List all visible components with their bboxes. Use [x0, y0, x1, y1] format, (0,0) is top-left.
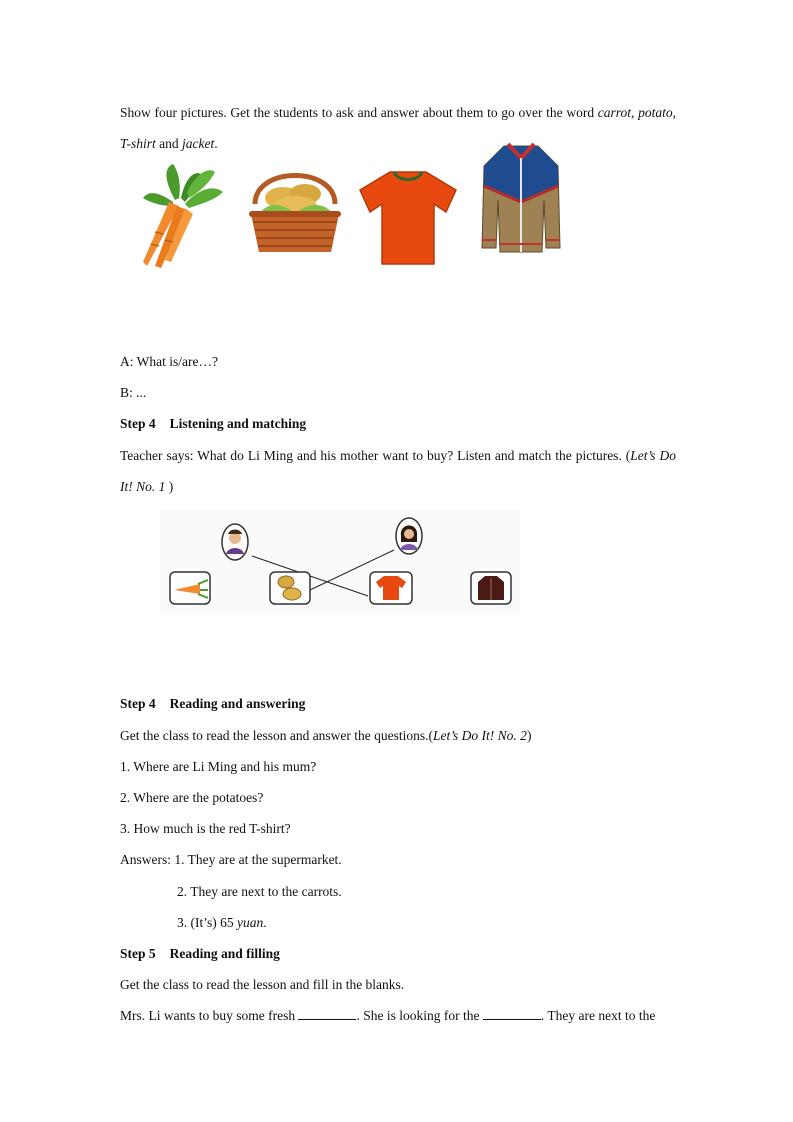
instruction-text: Get the class to read the lesson and answer the questions.(: [120, 728, 434, 743]
word-tshirt: T-shirt: [120, 136, 156, 151]
blank-1[interactable]: [298, 1007, 356, 1020]
potato-basket-picture: [245, 164, 345, 256]
figure-background: [160, 510, 520, 615]
dialogue-a: A: What is/are…?: [120, 354, 218, 369]
answers-label: Answers:: [120, 852, 175, 867]
step5-heading: [120, 944, 280, 964]
carrot-leaves: [143, 164, 223, 208]
blank-2[interactable]: [483, 1007, 541, 1020]
word-jacket: jacket: [182, 136, 215, 151]
potato-item: [270, 572, 310, 604]
question-1: 1. Where are Li Ming and his mum?: [120, 759, 317, 774]
tshirt-item: [370, 572, 412, 604]
step-label: Step 4: [120, 416, 156, 431]
step4-reading-text: [120, 726, 531, 746]
period: .: [214, 136, 218, 151]
boy-avatar: [222, 524, 248, 560]
answer-3-suffix: .: [263, 915, 267, 930]
closing-paren: ): [526, 728, 532, 743]
question-3: 3. How much is the red T-shirt?: [120, 821, 291, 836]
fill-part-1: Mrs. Li wants to buy some fresh: [120, 1008, 299, 1023]
fill-in-sentence: [120, 1006, 655, 1026]
answer-2: 2. They are next to the carrots.: [177, 884, 342, 899]
vocabulary-pictures: [130, 140, 580, 270]
step5-instruction: Get the class to read the lesson and fill in the blanks.: [120, 977, 405, 992]
woman-avatar: [396, 518, 422, 554]
answer-3-unit: yuan: [237, 915, 264, 930]
word-potato: potato,: [638, 105, 677, 120]
matching-figure: [160, 510, 520, 615]
t-shirt-picture: [358, 168, 458, 266]
step-title: Reading and filling: [169, 946, 280, 961]
fill-part-2: . She is looking for the: [356, 1008, 483, 1023]
answer-3-prefix: 3. (It’s) 65: [177, 915, 237, 930]
step-title: Listening and matching: [169, 416, 307, 431]
step4-reading-heading: [120, 694, 305, 714]
jacket-item: [471, 572, 511, 604]
step4-listening-heading: [120, 414, 306, 434]
fill-part-3: . They are next to the: [540, 1008, 656, 1023]
step-label: Step 5: [120, 946, 156, 961]
instruction-text: Teacher says: What do Li Ming and his mother want to buy? Listen and match the pictures. (: [120, 448, 631, 463]
jacket-picture: [480, 140, 562, 254]
activity-reference: Let’s Do It! No. 1: [120, 448, 676, 494]
activity-reference: Let’s Do It! No. 2: [433, 728, 527, 743]
answer-3-line: [177, 913, 267, 933]
intro-text: Show four pictures. Get the students to ask and answer about them to go over the word: [120, 105, 598, 120]
carrot-item: [170, 572, 210, 604]
and-text: and: [155, 136, 183, 151]
step4-listening-text: [120, 440, 676, 502]
question-2: 2. Where are the potatoes?: [120, 790, 264, 805]
dialogue-b: B: ...: [120, 385, 147, 400]
answer-1: 1. They are at the supermarket.: [174, 852, 342, 867]
closing-paren: ): [165, 479, 174, 494]
word-carrot: carrot,: [597, 105, 635, 120]
step-title: Reading and answering: [169, 696, 306, 711]
step-label: Step 4: [120, 696, 156, 711]
carrot-picture: [135, 162, 230, 270]
answer-1-line: [120, 850, 342, 870]
